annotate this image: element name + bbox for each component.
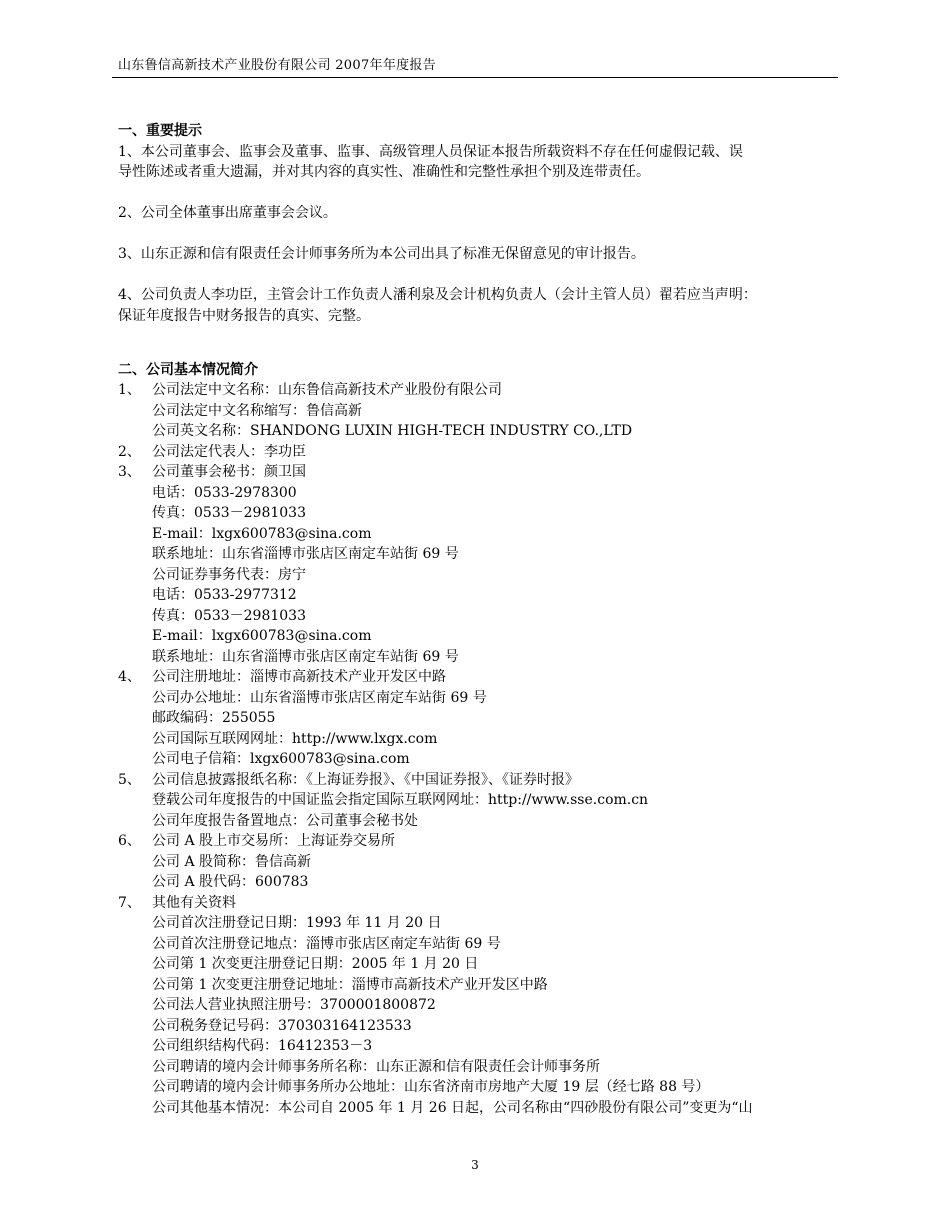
notice-1-line-2: 导性陈述或者重大遗漏，并对其内容的真实性、准确性和完整性承担个别及连带责任。 <box>118 164 650 180</box>
notice-4-line-2: 保证年度报告中财务报告的真实、完整。 <box>118 307 370 324</box>
list-item: 公司英文名称：SHANDONG LUXIN HIGH-TECH INDUSTRY CO.,LTD <box>152 423 633 439</box>
list-item: 登载公司年度报告的中国证监会指定国际互联网网址：http://www.sse.com.cn <box>152 792 649 808</box>
list-item: 公司第 1 次变更注册登记地址：淄博市高新技术产业开发区中路 <box>152 976 548 993</box>
item-number: 3、 <box>118 464 141 480</box>
profile-item-6 <box>118 831 840 893</box>
list-item: 其他有关资料 <box>152 894 236 911</box>
item-number: 6、 <box>118 833 141 849</box>
notice-3: 3、山东正源和信有限责任会计师事务所为本公司出具了标准无保留意见的审计报告。 <box>118 246 645 262</box>
section-title-company-profile: 二、公司基本情况简介 <box>118 361 258 378</box>
section-title-important-notice: 一、重要提示 <box>118 123 202 139</box>
list-item: 公司证券事务代表：房宁 <box>152 566 306 583</box>
list-item: 联系地址：山东省淄博市张店区南定车站街 69 号 <box>152 648 459 665</box>
item-number: 2、 <box>118 443 141 460</box>
notice-4-line-1: 4、公司负责人李功臣，主管会计工作负责人潘利泉及会计机构负责人（会计主管人员）翟若应当声明： <box>118 287 757 303</box>
list-item: 公司董事会秘书：颜卫国 <box>152 464 306 480</box>
list-item: E-mail：lxgx600783@sina.com <box>152 628 372 644</box>
list-item: 公司注册地址：淄博市高新技术产业开发区中路 <box>152 669 446 685</box>
list-item: 公司 A 股简称：鲁信高新 <box>152 853 312 870</box>
list-item: 公司信息披露报纸名称：《上海证券报》、《中国证券报》、《证券时报》 <box>152 771 579 788</box>
list-item: 公司办公地址：山东省淄博市张店区南定车站街 69 号 <box>152 689 487 706</box>
profile-item-2 <box>118 442 840 463</box>
item-number: 7、 <box>118 894 141 911</box>
list-item: 公司 A 股上市交易所：上海证券交易所 <box>152 833 396 849</box>
item-number: 1、 <box>118 382 141 398</box>
list-item: 公司聘请的境内会计师事务所名称：山东正源和信有限责任会计师事务所 <box>152 1058 600 1075</box>
profile-item-3 <box>118 462 840 667</box>
list-item: 传真：0533－2981033 <box>152 607 306 624</box>
list-item: 公司电子信箱：lxgx600783@sina.com <box>152 751 410 767</box>
profile-item-5 <box>118 770 840 832</box>
list-item: 公司其他基本情况：本公司自 2005 年 1 月 26 日起，公司名称由“四砂股份有限公司”变更为“山 <box>152 1099 753 1116</box>
profile-item-7 <box>118 893 840 1119</box>
list-item: 公司聘请的境内会计师事务所办公地址：山东省济南市房地产大厦 19 层（经七路 88 号） <box>152 1079 710 1095</box>
list-item: 公司税务登记号码：370303164123533 <box>152 1017 412 1034</box>
list-item: 联系地址：山东省淄博市张店区南定车站街 69 号 <box>152 546 459 562</box>
report-header: 山东鲁信高新技术产业股份有限公司 2007年年度报告 <box>118 58 437 73</box>
profile-item-1 <box>118 380 840 442</box>
list-item: 公司组织结构代码：16412353－3 <box>152 1038 373 1054</box>
list-item: E-mail：lxgx600783@sina.com <box>152 525 372 542</box>
list-item: 公司法人营业执照注册号：3700001800872 <box>152 997 436 1013</box>
list-item: 公司国际互联网网址：http://www.lxgx.com <box>152 730 438 747</box>
list-item: 公司第 1 次变更注册登记日期：2005 年 1 月 20 日 <box>152 956 479 972</box>
list-item: 传真：0533－2981033 <box>152 505 306 521</box>
page-number: 3 <box>471 1158 479 1172</box>
list-item: 公司法定中文名称缩写：鲁信高新 <box>152 402 362 419</box>
item-number: 5、 <box>118 771 141 788</box>
list-item: 公司年度报告备置地点：公司董事会秘书处 <box>152 812 418 829</box>
list-item: 公司首次注册登记日期：1993 年 11 月 20 日 <box>152 915 442 931</box>
list-item: 邮政编码：255055 <box>152 710 276 726</box>
report-body <box>118 121 840 1118</box>
header-divider <box>112 77 838 78</box>
item-number: 4、 <box>118 669 141 685</box>
notice-2: 2、公司全体董事出席董事会会议。 <box>118 205 337 221</box>
list-item: 公司 A 股代码：600783 <box>152 874 309 890</box>
list-item: 电话：0533-2978300 <box>152 484 297 501</box>
list-item: 公司法定中文名称：山东鲁信高新技术产业股份有限公司 <box>152 382 502 398</box>
list-item: 公司法定代表人：李功臣 <box>152 443 306 460</box>
list-item: 电话：0533-2977312 <box>152 587 297 603</box>
notice-1-line-1: 1、本公司董事会、监事会及董事、监事、高级管理人员保证本报告所载资料不存在任何虚假记载、误 <box>118 143 743 160</box>
list-item: 公司首次注册登记地点：淄博市张店区南定车站街 69 号 <box>152 935 501 952</box>
profile-item-4 <box>118 667 840 770</box>
